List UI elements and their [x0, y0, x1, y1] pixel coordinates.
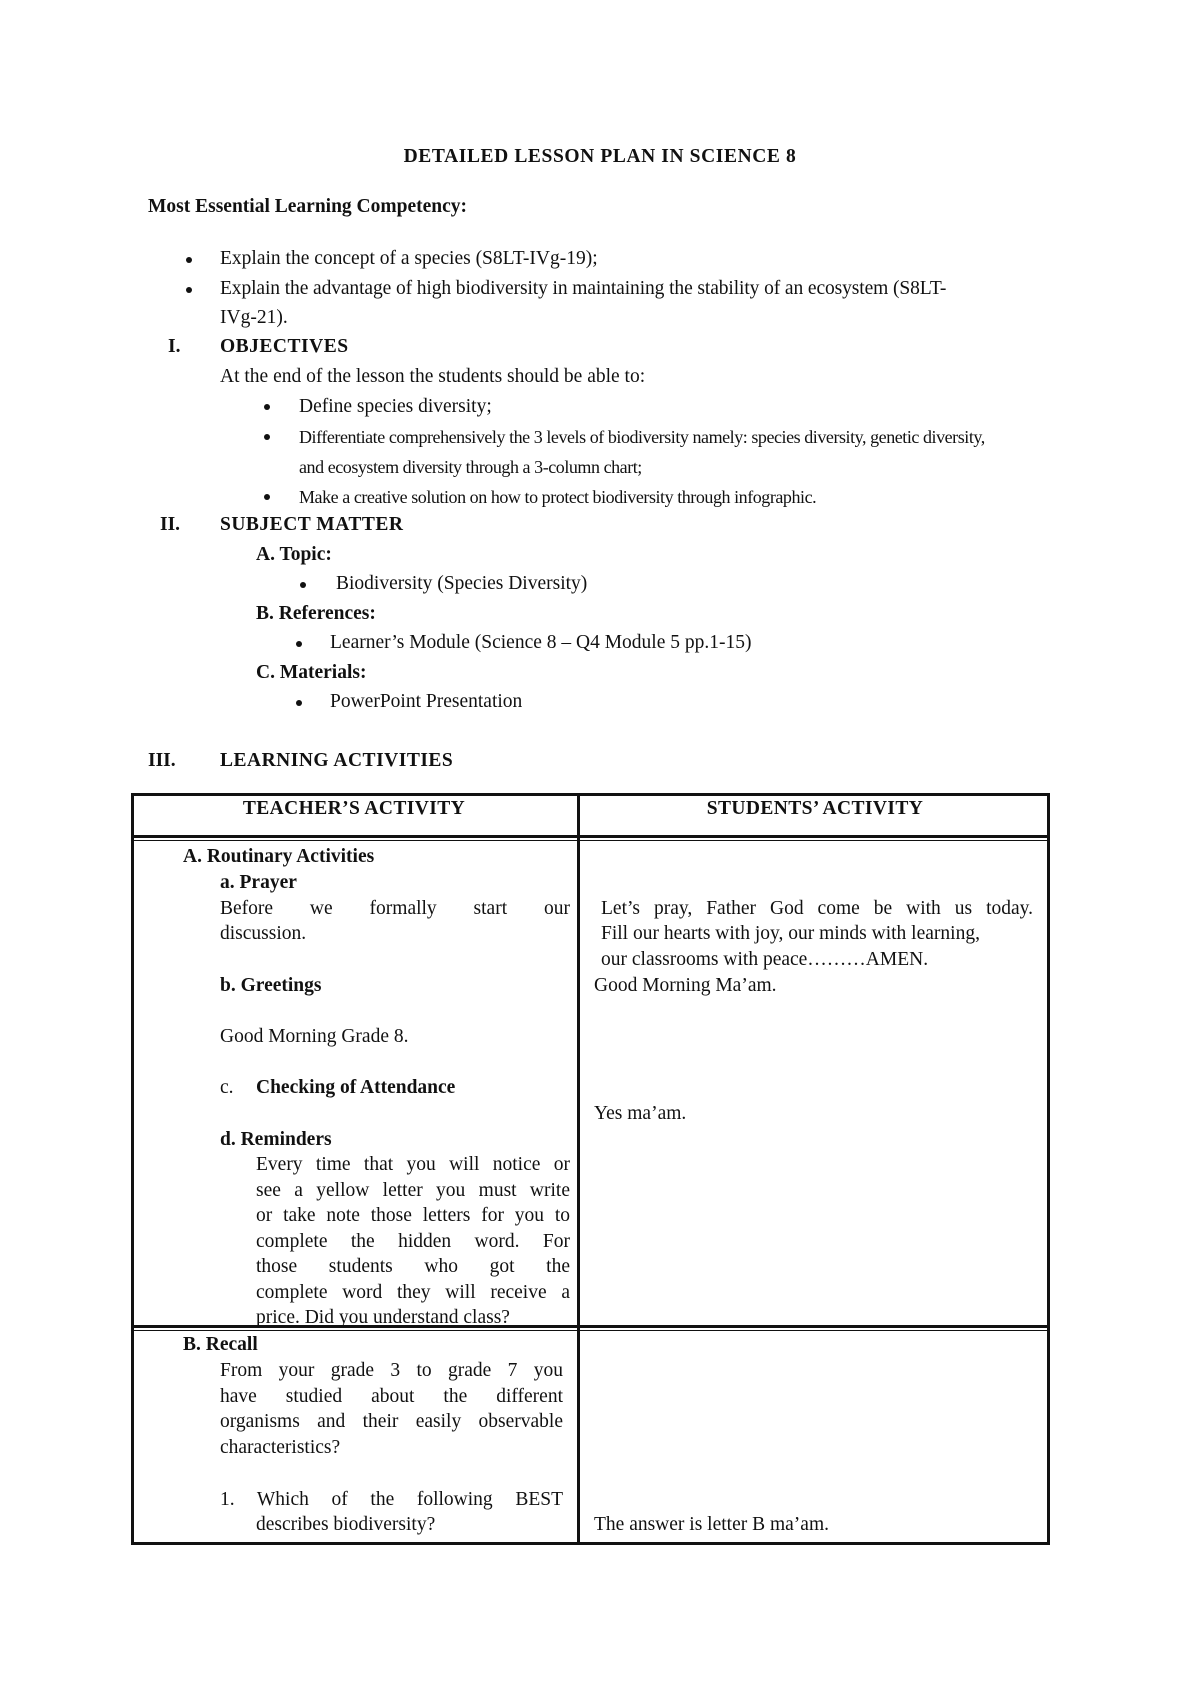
competency-heading: Most Essential Learning Competency: — [148, 196, 468, 217]
bullet-icon — [300, 582, 306, 588]
prayer-text: discussion. — [220, 923, 307, 944]
header-divider — [131, 840, 1050, 841]
row-divider — [131, 1330, 1050, 1331]
recall-answer: The answer is letter B ma’am. — [594, 1514, 829, 1535]
reminders-text: complete the hidden word. For — [256, 1231, 570, 1252]
objectives-intro: At the end of the lesson the students should be able to: — [220, 366, 646, 387]
routinary-heading: A. Routinary Activities — [183, 846, 375, 867]
objective-item: Differentiate comprehensively the 3 levels of biodiversity namely: species diversity, genetic diversity, — [299, 427, 985, 447]
greeting-response: Good Morning Ma’am. — [594, 975, 777, 996]
subject-heading: SUBJECT MATTER — [220, 514, 404, 535]
reminders-label: d. Reminders — [220, 1129, 332, 1150]
bullet-icon — [186, 287, 192, 293]
column-divider — [577, 793, 580, 1545]
objective-item: Make a creative solution on how to protect biodiversity through infographic. — [299, 487, 817, 507]
subject-numeral: II. — [160, 514, 181, 535]
attendance-letter: c. — [220, 1077, 234, 1098]
objectives-numeral: I. — [168, 336, 181, 357]
bullet-icon — [264, 434, 270, 440]
bullet-icon — [264, 404, 270, 410]
material-value: PowerPoint Presentation — [330, 691, 523, 712]
recall-question-continued: describes biodiversity? — [256, 1514, 436, 1535]
bullet-icon — [296, 700, 302, 706]
references-label: B. References: — [256, 603, 376, 624]
topic-label: A. Topic: — [256, 544, 332, 565]
recall-text: organisms and their easily observable — [220, 1411, 563, 1432]
recall-question: 1. Which of the following BEST — [220, 1489, 563, 1510]
students-activity-header: STUDENTS’ ACTIVITY — [706, 798, 924, 819]
greetings-label: b. Greetings — [220, 975, 322, 996]
prayer-response: Fill our hearts with joy, our minds with learning, — [601, 923, 980, 944]
objective-item: Define species diversity; — [299, 396, 492, 417]
attendance-response: Yes ma’am. — [594, 1103, 687, 1124]
bullet-icon — [186, 257, 192, 263]
prayer-text: Before we formally start our — [220, 898, 570, 919]
topic-value: Biodiversity (Species Diversity) — [336, 573, 588, 594]
bullet-icon — [296, 641, 302, 647]
reminders-text: see a yellow letter you must write — [256, 1180, 570, 1201]
reminders-text: or take note those letters for you to — [256, 1205, 570, 1226]
prayer-response: our classrooms with peace………AMEN. — [601, 949, 929, 970]
recall-text: have studied about the different — [220, 1386, 563, 1407]
objective-item-continued: and ecosystem diversity through a 3-column chart; — [299, 457, 642, 477]
teacher-activity-header: TEACHER’S ACTIVITY — [242, 798, 466, 819]
competency-item: Explain the concept of a species (S8LT-IVg-19); — [220, 248, 598, 269]
recall-text: From your grade 3 to grade 7 you — [220, 1360, 563, 1381]
recall-text: characteristics? — [220, 1437, 341, 1458]
header-divider — [131, 835, 1050, 838]
competency-item-continued: IVg-21). — [220, 307, 288, 328]
reminders-text: those students who got the — [256, 1256, 570, 1277]
greetings-text: Good Morning Grade 8. — [220, 1026, 409, 1047]
page-title: DETAILED LESSON PLAN IN SCIENCE 8 — [403, 146, 797, 167]
activities-numeral: III. — [148, 750, 176, 771]
prayer-response: Let’s pray, Father God come be with us today. — [601, 898, 1033, 919]
prayer-label: a. Prayer — [220, 872, 297, 893]
objectives-heading: OBJECTIVES — [220, 336, 349, 357]
reminders-text: Every time that you will notice or — [256, 1154, 570, 1175]
reminders-text: price. Did you understand class? — [256, 1307, 510, 1328]
reference-value: Learner’s Module (Science 8 – Q4 Module 5 pp.1-15) — [330, 632, 752, 653]
activities-heading: LEARNING ACTIVITIES — [220, 750, 454, 771]
bullet-icon — [264, 494, 270, 500]
attendance-label: Checking of Attendance — [256, 1077, 456, 1098]
activities-table — [131, 793, 1050, 1545]
materials-label: C. Materials: — [256, 662, 367, 683]
recall-heading: B. Recall — [183, 1334, 258, 1355]
reminders-text: complete word they will receive a — [256, 1282, 570, 1303]
competency-item: Explain the advantage of high biodiversity in maintaining the stability of an ecosystem (S8LT- — [220, 278, 947, 299]
